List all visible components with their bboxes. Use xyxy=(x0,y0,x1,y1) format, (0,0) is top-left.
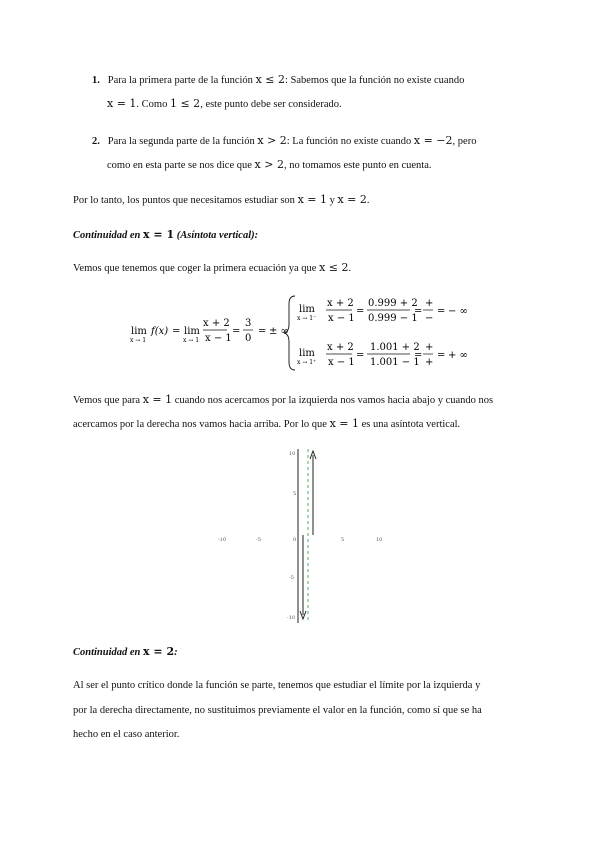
math: x = 1 xyxy=(329,417,359,430)
text: : La función no existe cuando xyxy=(286,136,414,147)
c1-num2: 0.999 + 2 xyxy=(368,298,418,309)
y-tick-label: -5 xyxy=(289,575,294,581)
c2-num2: 1.001 + 2 xyxy=(370,342,420,353)
list-item-1-line-1 xyxy=(92,73,464,86)
lim-subscript-left: x → 1⁻ xyxy=(297,315,317,322)
list-item-2-line-2 xyxy=(107,158,432,171)
y-tick-label: -10 xyxy=(287,615,296,621)
equals: = xyxy=(232,326,241,337)
c2-den3: + xyxy=(425,357,434,368)
paragraph-2-line-1 xyxy=(73,393,493,406)
value-numerator: 3 xyxy=(245,318,252,329)
math: x = −2 xyxy=(413,134,453,147)
c2-den1: x − 1 xyxy=(328,357,355,368)
paragraph-1 xyxy=(73,261,351,274)
value-denominator: 0 xyxy=(245,333,252,344)
c1-result: − ∞ xyxy=(448,306,468,317)
lim-subscript: x → 1 xyxy=(130,337,147,344)
c1-den1: x − 1 xyxy=(328,313,355,324)
lim: lim xyxy=(299,348,315,359)
plus-minus-infinity: ± ∞ xyxy=(269,326,289,337)
equals: = xyxy=(414,306,423,317)
math: 1 ≤ 2 xyxy=(169,97,201,110)
text: cuando nos acercamos por la izquierda nos vamos hacia abajo y cuando nos xyxy=(172,395,494,406)
y-tick-label: 10 xyxy=(289,451,296,457)
text: Vemos que tenemos que coger la primera ecuación ya que xyxy=(73,263,320,274)
x-tick-label: 0 xyxy=(293,537,297,543)
equals: = xyxy=(258,326,267,337)
y-tick-label: 5 xyxy=(293,491,297,497)
text: , no tomamos este punto en cuenta. xyxy=(283,160,432,171)
text: . xyxy=(348,263,352,274)
c2-den2: 1.001 − 1 xyxy=(370,357,420,368)
c2-num1: x + 2 xyxy=(327,342,354,353)
text: , pero xyxy=(452,136,477,147)
c1-num1: x + 2 xyxy=(327,298,354,309)
lim-subscript: x → 1 xyxy=(183,337,200,344)
text: . xyxy=(366,195,370,206)
text: Vemos que para xyxy=(73,395,143,406)
math: x = 2 xyxy=(337,193,367,206)
limit-equation xyxy=(125,290,485,380)
lim-subscript-right: x → 1⁺ xyxy=(297,359,317,366)
section-heading-1 xyxy=(73,228,258,241)
list-item-1-line-2 xyxy=(107,97,342,110)
math: x ≤ 2 xyxy=(255,73,285,86)
text: (Asíntota vertical): xyxy=(174,230,259,241)
lim: lim xyxy=(131,326,147,337)
equals: = xyxy=(356,306,365,317)
text: . Como xyxy=(136,99,170,110)
c1-den2: 0.999 − 1 xyxy=(368,313,418,324)
text: : xyxy=(174,647,178,658)
x-tick-label: -10 xyxy=(218,537,227,543)
paragraph-3-line-2: por la derecha directamente, no sustituimos previamente el valor en la función, como sí que se ha xyxy=(73,705,482,716)
math: x > 2 xyxy=(257,134,287,147)
list-number: 1. xyxy=(92,75,100,86)
math: x = 1 xyxy=(143,228,175,241)
paragraph-3-line-3: hecho en el caso anterior. xyxy=(73,729,180,740)
text: Para la primera parte de la función xyxy=(107,75,256,86)
text: es una asíntota vertical. xyxy=(358,419,461,430)
lim: lim xyxy=(184,326,200,337)
equals: = xyxy=(172,326,181,337)
math: x = 1 xyxy=(297,193,327,206)
c2-result: + ∞ xyxy=(448,350,468,361)
math: x > 2 xyxy=(254,158,284,171)
asymptote-graph xyxy=(200,445,400,627)
fx: f(x) xyxy=(151,326,169,337)
text: : Sabemos que la función no existe cuando xyxy=(284,75,465,86)
frac-numerator: x + 2 xyxy=(203,318,230,329)
conclusion xyxy=(73,193,370,206)
equals: = xyxy=(414,350,423,361)
text: Continuidad en xyxy=(73,647,144,658)
section-heading-2 xyxy=(73,645,178,658)
equals: = xyxy=(437,306,446,317)
paragraph-2-line-2 xyxy=(73,417,460,430)
c1-num3: + xyxy=(425,298,434,309)
c2-num3: + xyxy=(425,342,434,353)
list-number: 2. xyxy=(92,136,100,147)
text: Por lo tanto, los puntos que necesitamos estudiar son xyxy=(73,195,298,206)
text: Continuidad en xyxy=(73,230,144,241)
equals: = xyxy=(437,350,446,361)
x-tick-label: 5 xyxy=(341,537,345,543)
x-tick-label: 10 xyxy=(376,537,383,543)
text: , este punto debe ser considerado. xyxy=(200,99,342,110)
math: x = 2 xyxy=(143,645,175,658)
math: x = 1 xyxy=(142,393,173,406)
equals: = xyxy=(356,350,365,361)
frac-denominator: x − 1 xyxy=(205,333,232,344)
math: x = 1 xyxy=(107,97,137,110)
math: x ≤ 2 xyxy=(319,261,349,274)
list-item-2-line-1 xyxy=(92,134,476,147)
text: acercamos por la derecha nos vamos hacia arriba. Por lo que xyxy=(73,419,330,430)
text: y xyxy=(326,195,338,206)
c1-den3: − xyxy=(425,313,434,324)
lim: lim xyxy=(299,304,315,315)
paragraph-3-line-1: Al ser el punto crítico donde la función se parte, tenemos que estudiar el límite por la izquierda y xyxy=(73,680,481,691)
text: Para la segunda parte de la función xyxy=(107,136,258,147)
text: como en esta parte se nos dice que xyxy=(107,160,255,171)
x-tick-label: -5 xyxy=(256,537,261,543)
